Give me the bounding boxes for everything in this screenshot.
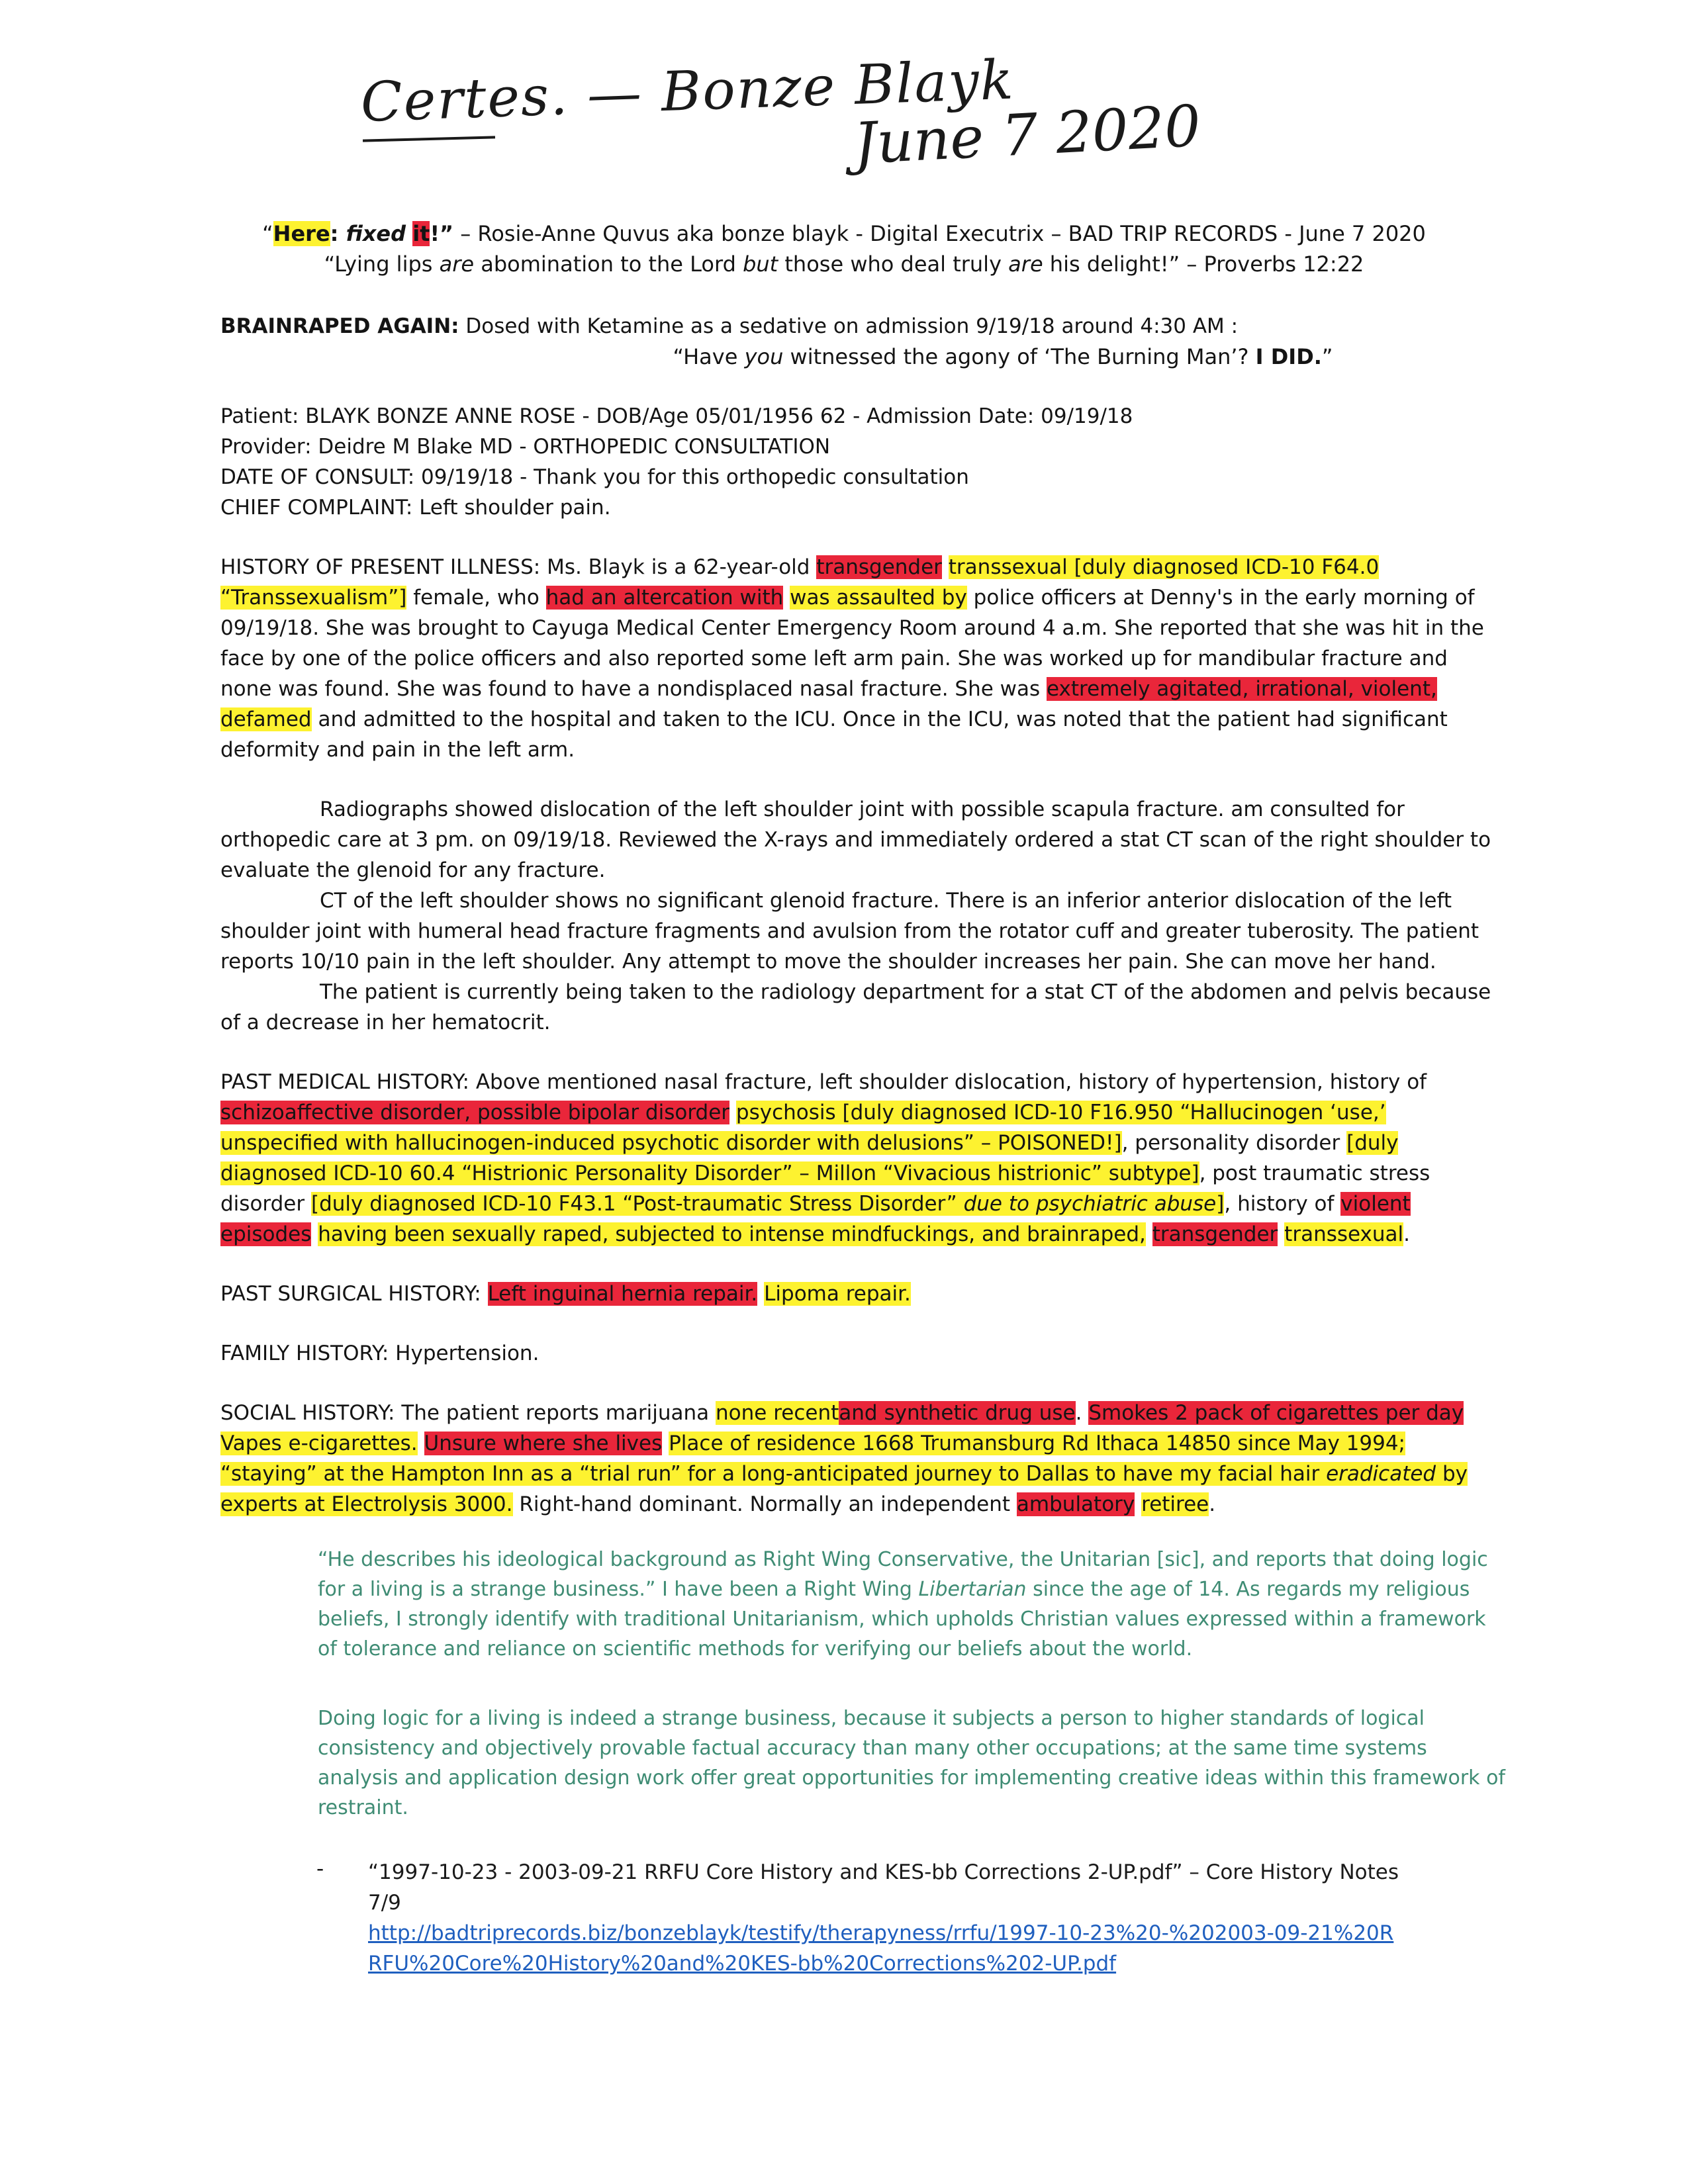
psh-text — [757, 1282, 764, 1306]
hpi-text — [783, 586, 790, 610]
burning-man-quote — [159, 341, 1688, 372]
radiology-paragraph — [220, 977, 1505, 1038]
header-attribution: – Rosie-Anne Quvus aka bonze blayk - Digital Executrix – BAD TRIP RECORDS - June 7 2020 — [453, 221, 1426, 246]
header-space — [406, 221, 412, 246]
ct-paragraph — [220, 886, 1505, 977]
quote-text: ” — [1321, 344, 1333, 369]
hpi-correction: defamed — [220, 707, 312, 731]
header-colon: : — [330, 221, 346, 246]
ideology-quote — [318, 1545, 1509, 1664]
psh-text: PAST SURGICAL HISTORY: — [220, 1282, 488, 1306]
reference-item — [368, 1857, 1401, 1979]
hpi-text — [942, 555, 949, 579]
handwritten-signature: Certes. — Bonze Blayk — [359, 48, 1015, 134]
header-here: Here — [273, 221, 330, 246]
pmh-text: , post traumatic stress disorder — [220, 1161, 1430, 1216]
pmh-text: . — [1403, 1222, 1411, 1246]
family-history: FAMILY HISTORY: Hypertension. — [220, 1342, 539, 1365]
sh-correction: none recent — [716, 1401, 839, 1425]
sh-text: Right-hand dominant. Normally an independent — [512, 1492, 1017, 1516]
sh-correction: by experts at Electrolysis 3000. — [220, 1462, 1468, 1516]
psh-correction: Lipoma repair. — [764, 1282, 911, 1306]
sh-redacted: and synthetic drug use — [839, 1401, 1076, 1425]
pmh-text — [1278, 1222, 1284, 1246]
hpi-redacted: transgender — [816, 555, 942, 579]
pmh-correction: [duly diagnosed ICD-10 60.4 “Histrionic Personality Disorder” – Millon “Vivacious histrionic” subtype] — [220, 1131, 1399, 1185]
sh-text: . — [1075, 1401, 1089, 1425]
reference-title: “1997-10-23 - 2003-09-21 RRFU Core History and KES-bb Corrections 2-UP.pdf” – Core History Notes 7/9 — [368, 1860, 1399, 1915]
pmh-redacted: transgender — [1152, 1222, 1278, 1246]
sh-text: . — [1209, 1492, 1216, 1516]
sh-correction: Place of residence 1668 Trumansburg Rd Ithaca 14850 since May 1994; “staying” at the Hampton Inn as a “trial run” for a long-anticipated journey to Dallas to have my facial hair — [220, 1432, 1405, 1486]
sh-text: SOCIAL HISTORY: The patient reports marijuana — [220, 1401, 716, 1425]
pmh-text: PAST MEDICAL HISTORY: Above mentioned nasal fracture, left shoulder dislocation, history of hypertension, history of — [220, 1070, 1427, 1094]
quote-text: since the age of 14. As regards my religious beliefs, I strongly identify with traditional Unitarianism, which upholds Christian values expressed within a framework of tolerance and reliance on scientific methods for verifying our beliefs about the world. — [318, 1578, 1486, 1661]
pmh-correction: [duly diagnosed ICD-10 F43.1 “Post-traumatic Stress Disorder” — [310, 1192, 964, 1216]
past-surgical-history — [220, 1279, 1505, 1309]
sh-redacted: Smokes 2 pack of cigarettes per day — [1088, 1401, 1464, 1425]
proverb-text: are — [439, 251, 475, 277]
ct-text: CT of the left shoulder shows no significant glenoid fracture. There is an inferior anterior dislocation of the left shoulder joint with humeral head fracture fragments and avulsion from the rotator cuff and greater tuberosity. The patient reports 10/10 pain in the left shoulder. Any attempt to move the shoulder increases her pain. She can move her hand. — [220, 889, 1479, 974]
sh-text — [662, 1432, 669, 1455]
proverb-text: “Lying lips — [324, 251, 440, 277]
consult-date-line: DATE OF CONSULT: 09/19/18 - Thank you for this orthopedic consultation — [220, 465, 969, 489]
radiology-text: The patient is currently being taken to the radiology department for a stat CT of the abdomen and pelvis because of a decrease in her hematocrit. — [220, 980, 1491, 1034]
logic-paragraph: Doing logic for a living is indeed a strange business, because it subjects a person to higher standards of logical consistency and objectively provable factual accuracy than many other occupations; at the same time systems analysis and application design work offer great opportunities for implementing creative ideas within this framework of restraint. — [318, 1707, 1505, 1819]
list-dash: - — [316, 1857, 324, 1881]
pmh-text — [1146, 1222, 1152, 1246]
sh-text — [418, 1432, 424, 1455]
quote-text: I DID. — [1255, 344, 1322, 369]
pmh-correction: psychosis [duly diagnosed ICD-10 F16.950 “Hallucinogen ‘use,’ unspecified with hallucinogen-induced psychotic disorder with delusions” – POISONED!] — [220, 1101, 1386, 1155]
hpi-text: female, who — [406, 586, 546, 610]
header-line-2 — [0, 249, 1688, 279]
hpi-text: HISTORY OF PRESENT ILLNESS: Ms. Blayk is a 62-year-old — [220, 555, 817, 579]
pmh-correction: transsexual — [1284, 1222, 1404, 1246]
radiographs-section — [220, 794, 1505, 1038]
pmh-correction: ] — [1216, 1192, 1225, 1216]
radiographs-paragraph — [220, 794, 1505, 886]
pmh-text: , history of — [1224, 1192, 1341, 1216]
social-history — [220, 1398, 1505, 1520]
sh-correction: Vapes e-cigarettes. — [220, 1432, 418, 1455]
reference-link[interactable]: http://badtriprecords.biz/bonzeblayk/testify/therapyness/rrfu/1997-10-23%20-%202003-09-21%20RRFU%20Core%20History%20and%20KES-bb%20Corrections%202-UP.pdf — [368, 1921, 1394, 1976]
provider-line: Provider: Deidre M Blake MD - ORTHOPEDIC CONSULTATION — [220, 435, 831, 459]
brainraped-line — [220, 311, 1505, 341]
proverb-text: those who deal truly — [778, 251, 1009, 277]
hpi-redacted: extremely agitated, irrational, violent, — [1047, 677, 1437, 701]
pmh-correction: due to psychiatric abuse — [963, 1192, 1217, 1216]
quote-text: witnessed the agony of ‘The Burning Man’? — [783, 344, 1256, 369]
proverb-text: abomination to the Lord — [474, 251, 743, 277]
radiographs-text: Radiographs showed dislocation of the left shoulder joint with possible scapula fracture. am consulted for orthopedic care at 3 pm. on 09/19/18. Reviewed the X-rays and immediately ordered a stat CT scan of the right shoulder to evaluate the glenoid for any fracture. — [220, 797, 1491, 882]
quote-text: you — [744, 344, 784, 369]
sh-redacted: Unsure where she lives — [424, 1432, 663, 1455]
header-line-1 — [0, 218, 1688, 249]
pmh-redacted: violent episodes — [220, 1192, 1411, 1246]
quote-text: “He describes his ideological background as Right Wing Conservative, the Unitarian [sic], and reports that doing logic for a living is a strange business.” I have been a Right Wing — [318, 1548, 1488, 1601]
pmh-correction: having been sexually raped, subjected to intense mindfuckings, and brainraped, — [318, 1222, 1146, 1246]
hpi-correction: transsexual [duly diagnosed ICD-10 F64.0 “Transsexualism”] — [220, 555, 1380, 610]
header-open-quote: “ — [262, 221, 273, 246]
pmh-text — [729, 1101, 736, 1124]
chief-complaint-line: CHIEF COMPLAINT: Left shoulder pain. — [220, 496, 611, 520]
hpi-text: and admitted to the hospital and taken to the ICU. Once in the ICU, was noted that the patient had significant deformity and pain in the left arm. — [220, 707, 1448, 762]
sh-correction: eradicated — [1326, 1462, 1436, 1486]
quote-text: Libertarian — [918, 1578, 1027, 1601]
patient-line: Patient: BLAYK BONZE ANNE ROSE - DOB/Age 05/01/1956 62 - Admission Date: 09/19/18 — [220, 404, 1133, 428]
proverb-text: are — [1008, 251, 1043, 277]
sh-redacted: ambulatory — [1016, 1492, 1135, 1516]
header-close: !” — [430, 221, 454, 246]
pmh-redacted: schizoaffective disorder, possible bipolar disorder — [220, 1101, 730, 1124]
hpi-redacted: had an altercation with — [545, 586, 784, 610]
header-fixed: fixed — [346, 221, 406, 246]
proverb-text: his delight!” – Proverbs 12:22 — [1043, 251, 1364, 277]
hpi-text: police officers at Denny's in the early morning of 09/19/18. She was brought to Cayuga Medical Center Emergency Room around 4 a.m. She reported that she was hit in the face by one of the police officers and also reported some left arm pain. She was worked up for mandibular fracture and none was found. She was found to have a nondisplaced nasal fracture. She was — [220, 586, 1484, 701]
brainraped-text: Dosed with Ketamine as a sedative on admission 9/19/18 around 4:30 AM : — [459, 314, 1239, 338]
history-present-illness — [220, 552, 1505, 765]
signature-underline — [363, 136, 495, 142]
sh-text — [1135, 1492, 1141, 1516]
sh-correction: retiree — [1141, 1492, 1209, 1516]
brainraped-label: BRAINRAPED AGAIN: — [220, 314, 459, 338]
hpi-correction: was assaulted by — [790, 586, 967, 610]
psh-redacted: Left inguinal hernia repair. — [487, 1282, 758, 1306]
past-medical-history — [220, 1067, 1505, 1250]
quote-text: “Have — [673, 344, 745, 369]
patient-info — [220, 401, 1505, 523]
proverb-text: but — [743, 251, 778, 277]
pmh-text: , personality disorder — [1121, 1131, 1347, 1155]
header-it: it — [412, 221, 430, 246]
handwritten-date: June 7 2020 — [852, 93, 1203, 177]
pmh-text — [311, 1222, 318, 1246]
